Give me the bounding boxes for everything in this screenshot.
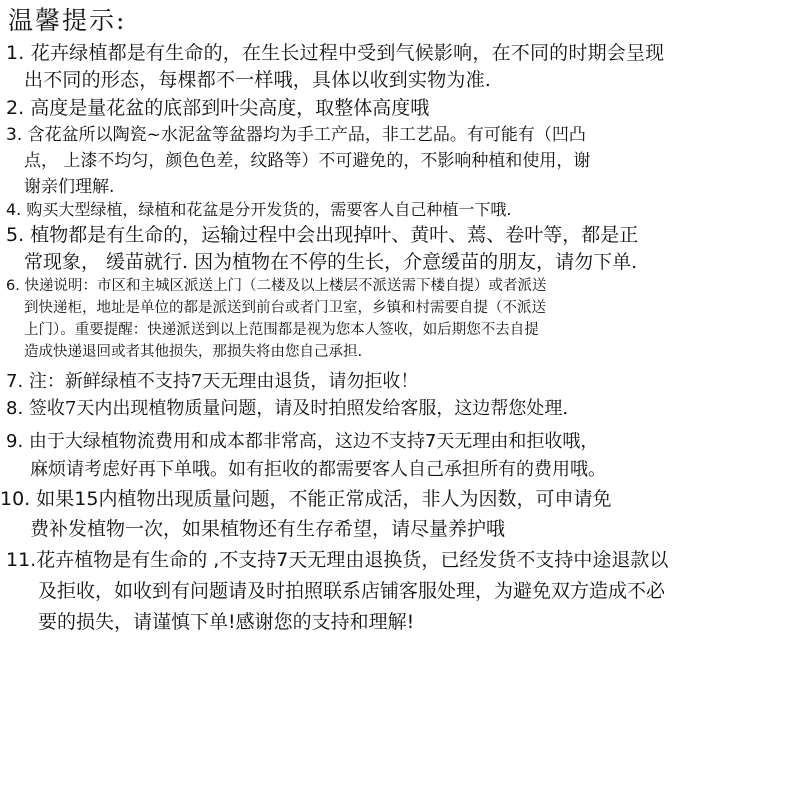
item-text: 谢亲们理解. xyxy=(24,177,115,197)
notice-item-10 xyxy=(0,484,611,544)
item-text: 花卉植物是有生命的 ,不支持7天无理由退换货，已经发货不支持中途退款以 xyxy=(36,549,669,571)
notice-item-11 xyxy=(6,545,668,638)
item-text: 费补发植物一次，如果植物还有生存希望，请尽量养护哦 xyxy=(30,518,506,540)
notice-item-7 xyxy=(6,368,418,395)
item-text: 快递说明：市区和主城区派送上门（二楼及以上楼层不派送需下楼自提）或者派送 xyxy=(24,278,547,294)
item-text: 如果15内植物出现质量问题，不能正常成活，非人为因数，可申请免 xyxy=(36,488,612,510)
item-text: 注：新鲜绿植不支持7天无理由退货，请勿拒收！ xyxy=(28,371,419,392)
item-text: 及拒收，如收到有问题请及时拍照联系店铺客服处理，为避免双方造成不必 xyxy=(38,580,666,602)
item-line xyxy=(6,198,511,222)
item-text: 高度是量花盆的底部到叶尖高度，取整体高度哦 xyxy=(30,97,430,119)
item-text: 造成快递退回或者其他损失，那损失将由您自己承担. xyxy=(24,344,363,360)
item-line xyxy=(0,484,611,514)
item-line xyxy=(6,428,606,456)
item-number: 7. xyxy=(6,371,24,392)
item-number: 10. xyxy=(0,488,31,510)
item-text: 要的损失，请谨慎下单!感谢您的支持和理解! xyxy=(38,611,415,633)
item-line xyxy=(6,275,546,297)
notice-item-3 xyxy=(6,122,590,200)
item-line xyxy=(6,40,664,67)
item-line xyxy=(6,395,568,422)
item-text: 出不同的形态，每棵都不一样哦，具体以收到实物为准. xyxy=(24,69,492,91)
item-number: 2. xyxy=(6,97,25,119)
item-line xyxy=(6,368,418,395)
item-text: 由于大绿植物流费用和成本都非常高，这边不支持7天无理由和拒收哦， xyxy=(28,431,599,452)
item-text: 植物都是有生命的，运输过程中会出现掉叶、黄叶、蔫、卷叶等，都是正 xyxy=(30,224,639,246)
item-number: 9. xyxy=(6,431,24,452)
notice-item-1 xyxy=(6,40,664,94)
notice-item-9 xyxy=(6,428,606,484)
item-number: 6. xyxy=(6,278,20,294)
item-text: 签收7天内出现植物质量问题，请及时拍照发给客服，这边帮您处理. xyxy=(28,398,569,419)
notice-item-2 xyxy=(6,95,429,122)
notice-item-8 xyxy=(6,395,568,422)
item-number: 4. xyxy=(6,200,22,219)
notice-item-6 xyxy=(6,275,546,363)
item-text: 麻烦请考虑好再下单哦。如有拒收的都需要客人自己承担所有的费用哦。 xyxy=(30,459,606,480)
item-number: 8. xyxy=(6,398,24,419)
item-text: 到快递柜，地址是单位的都是派送到前台或者门卫室，乡镇和村需要自提（不派送 xyxy=(24,300,546,316)
item-number: 3. xyxy=(6,125,23,145)
item-text: 含花盆所以陶瓷~水泥盆等盆器均为手工产品，非工艺品。有可能有（凹凸 xyxy=(27,125,586,145)
item-text: 点， 上漆不均匀，颜色色差，纹路等）不可避免的，不影响种植和使用，谢 xyxy=(24,151,591,171)
item-number: 11. xyxy=(6,549,37,571)
item-number: 5. xyxy=(6,224,25,246)
item-text: 购买大型绿植，绿植和花盆是分开发货的，需要客人自己种植一下哦. xyxy=(26,200,512,219)
item-line xyxy=(6,545,668,576)
item-number: 1. xyxy=(6,42,25,64)
notice-item-4 xyxy=(6,198,511,222)
item-text: 常现象， 缓苗就行. 因为植物在不停的生长，介意缓苗的朋友，请勿下单. xyxy=(24,251,638,273)
item-text: 花卉绿植都是有生命的，在生长过程中受到气候影响，在不同的时期会呈现 xyxy=(30,42,665,64)
item-text: 上门）。重要提醒：快递派送到以上范围都是视为您本人签收，如后期您不去自提 xyxy=(24,322,539,338)
notice-item-5 xyxy=(6,222,638,276)
notice-title: 温馨提示: xyxy=(8,6,127,35)
item-line xyxy=(6,122,590,148)
item-line xyxy=(6,95,429,122)
item-line xyxy=(6,222,638,249)
